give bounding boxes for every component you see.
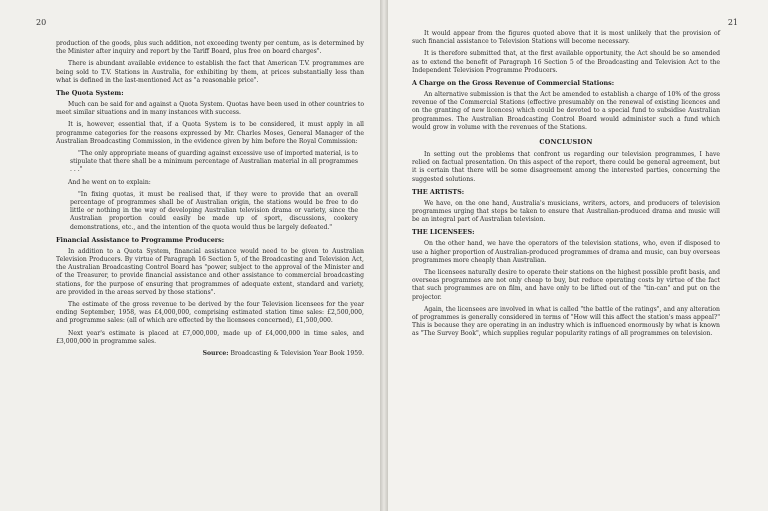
paragraph: It is therefore submitted that, at the first available opportunity, the Act should be so amended as to extend the benefit of Paragraph 16 Section 5 of the Broadcasting and Television Act to the Independent Television Programme Producers. <box>412 50 720 74</box>
paragraph: In addition to a Quota System, financial assistance would need to be given to Australian Television Producers. By virtue of Paragraph 16 Section 5, of the Broadcasting and Television Act, the Australian Broadcasting Control Board has "power, subject to the approval of the Minister and of the Treasurer, to provide financial assistance and other assistance to commercial broadcasting stations, for the purpose of ensuring that programmes of adequate extent, standard and variety, are provided in the areas served by those stations". <box>56 247 364 296</box>
page-number-left: 20 <box>36 18 47 27</box>
paragraph: And he went on to explain: <box>68 178 151 186</box>
paragraph: It is, however, essential that, if a Quota System is to be considered, it must apply in all programme categories for the reasons expressed by Mr. Charles Moses, General Manager of the Australian Broadcasting Commission, in the evidence given by him before the Royal Commission: <box>56 121 364 145</box>
section-heading-financial: Financial Assistance to Programme Producers: <box>56 235 225 244</box>
paragraph: There is abundant available evidence to establish the fact that American T.V. programmes are being sold to T.V. Stations in Australia, for exhibiting by them, at prices substantially less than what is defined in the last-mentioned Act as "a reasonable price". <box>56 60 364 84</box>
paragraph: The estimate of the gross revenue to be derived by the four Television licensees for the year ending September, 1958, was £4,000,000, comprising estimated station time sales: £2,500,000, and programme sales: (all of which are effected by the licensees concerned), £1,500,000. <box>56 301 364 325</box>
paragraph: Much can be said for and against a Quota System. Quotas have been used in other countries to meet similar situations and in many instances with success. <box>56 101 364 117</box>
paragraph: An alternative submission is that the Act be amended to establish a charge of 10% of the gross revenue of the Commercial Stations (effective presumably on the renewal of existing licences and on the granting of new licences) which could be devoted to a special fund to subsidise Australian programmes. The Australian Broadcasting Control Board would administer such a fund which would grow in volume with the revenues of the Stations. <box>412 91 720 131</box>
paragraph: It would appear from the figures quoted above that it is most unlikely that the provision of such financial assistance to Television Stations will become necessary. <box>412 30 720 46</box>
section-heading-conclusion: CONCLUSION <box>539 138 593 147</box>
paragraph: On the other hand, we have the operators of the television stations, who, even if disposed to use a higher proportion of Australian-produced programmes of drama and music, can buy overseas programmes more cheaply than Australian. <box>412 240 720 264</box>
paragraph: Again, the licensees are involved in what is called "the battle of the ratings", and any alteration of programmes is generally considered in terms of "How will this affect the station's mass appeal?" This is because they are operating in an industry which is influenced enormously by what is known as "The Survey Book", which supplies regular popularity ratings of all programmes on television. <box>412 305 720 338</box>
section-heading-charge: A Charge on the Gross Revenue of Commercial Stations: <box>412 79 615 88</box>
right-page <box>384 0 768 511</box>
paragraph: production of the goods, plus such addition, not exceeding twenty per centum, as is determined by the Minister after inquiry and report by the Tariff Board, plus free on board charges". <box>56 40 364 56</box>
section-heading-artists: THE ARTISTS: <box>412 187 465 196</box>
quote-text: "The only appropriate means of guarding against excessive use of imported material, is to stipulate that there shall be a minimum percentage of Australian material in all programmes . . ." <box>70 150 358 174</box>
paragraph: We have, on the one hand, Australia's musicians, writers, actors, and producers of television programmes urging that steps be taken to ensure that Australian-produced drama and music will be an integral part of Australian television. <box>412 199 720 224</box>
page-number-right: 21 <box>727 18 738 27</box>
block-quote <box>70 191 358 232</box>
source-text: Broadcasting & Television Year Book 1959. <box>230 350 364 358</box>
paragraph: Next year's estimate is placed at £7,000,000, made up of £4,000,000 in time sales, and £3,000,000 in programme sales. <box>56 329 364 345</box>
source-citation <box>56 350 364 358</box>
paragraph: In setting out the problems that confront us regarding our television programmes, I have relied on factual presentation. On this aspect of the report, there could be general agreement, but it is certain that there will be some disagreement among the interested parties, concerning the suggested solutions. <box>412 151 720 183</box>
source-label: Source: <box>202 350 229 358</box>
section-heading-licensees: THE LICENSEES: <box>412 228 475 237</box>
block-quote <box>70 150 358 175</box>
book-gutter <box>380 0 388 511</box>
quote-text: "In fixing quotas, it must be realised that, if they were to provide that an overall percentage of programmes shall be of Australian origin, the stations would be free to do little or nothing in the way of developing Australian television drama or variety, since the Australian proportion could easily be made up of sport, discussions, cookery demonstrations, etc., and the intention of the quota would thus be largely defeated." <box>70 190 358 231</box>
section-heading-quota: The Quota System: <box>56 89 124 98</box>
paragraph: The licensees naturally desire to operate their stations on the highest possible profit basis, and overseas programmes are not only cheap to buy, but reduce operating costs by virtue of the fact that such programmes are on film, and have only to be lifted out of the "tin-can" and put on the projector. <box>412 269 720 301</box>
